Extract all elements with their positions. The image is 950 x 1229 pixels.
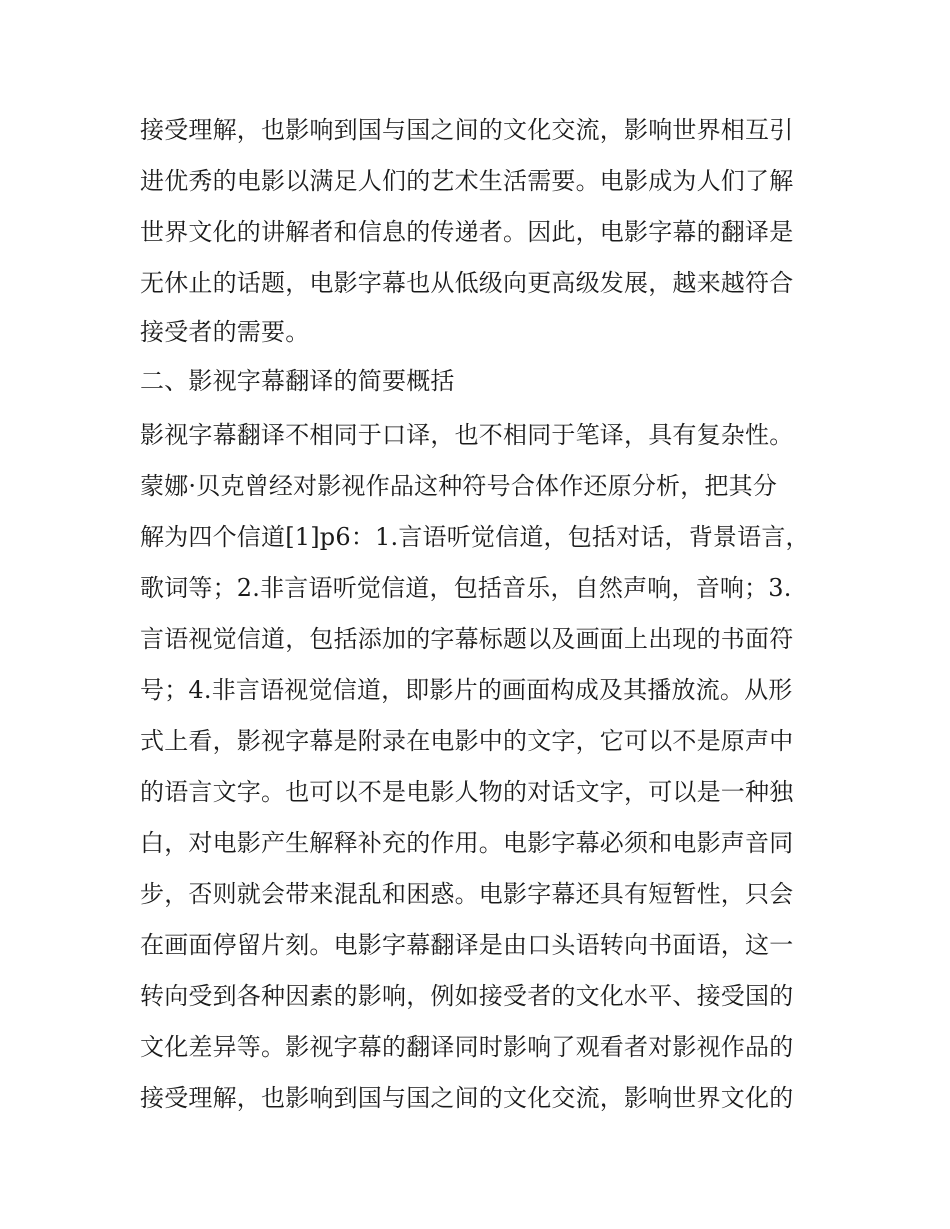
text-line: 步，否则就会带来混乱和困惑。电影字幕还具有短暂性，只会	[140, 880, 794, 908]
text-line: 接受者的需要。	[140, 318, 310, 346]
text-line: 进优秀的电影以满足人们的艺术生活需要。电影成为人们了解	[140, 167, 794, 195]
text-line: 蒙娜·贝克曾经对影视作品这种符号合体作还原分析，把其分	[140, 472, 778, 500]
text-line: 世界文化的讲解者和信息的传递者。因此，电影字幕的翻译是	[140, 218, 794, 246]
text-line: 转向受到各种因素的影响，例如接受者的文化水平、接受国的	[140, 982, 794, 1010]
text-line: 歌词等；2.非言语听觉信道，包括音乐，自然声响，音响；3.	[140, 574, 792, 602]
text-line: 接受理解，也影响到国与国之间的文化交流，影响世界相互引	[140, 116, 794, 144]
text-line: 在画面停留片刻。电影字幕翻译是由口头语转向书面语，这一	[140, 931, 794, 959]
text-line: 式上看，影视字幕是附录在电影中的文字，它可以不是原声中	[140, 727, 794, 755]
section-heading: 二、影视字幕翻译的简要概括	[140, 367, 455, 395]
text-line: 白，对电影产生解释补充的作用。电影字幕必须和电影声音同	[140, 829, 794, 857]
text-line: 解为四个信道[1]p6：1.言语听觉信道，包括对话，背景语言，	[140, 523, 810, 551]
text-line: 无休止的话题，电影字幕也从低级向更高级发展，越来越符合	[140, 269, 794, 297]
text-line: 影视字幕翻译不相同于口译，也不相同于笔译，具有复杂性。	[140, 421, 794, 449]
text-line: 的语言文字。也可以不是电影人物的对话文字，可以是一种独	[140, 778, 794, 806]
text-line: 号；4.非言语视觉信道，即影片的画面构成及其播放流。从形	[140, 676, 793, 704]
text-line: 接受理解，也影响到国与国之间的文化交流，影响世界文化的	[140, 1084, 794, 1112]
text-line: 文化差异等。影视字幕的翻译同时影响了观看者对影视作品的	[140, 1033, 794, 1061]
text-line: 言语视觉信道，包括添加的字幕标题以及画面上出现的书面符	[140, 625, 794, 653]
